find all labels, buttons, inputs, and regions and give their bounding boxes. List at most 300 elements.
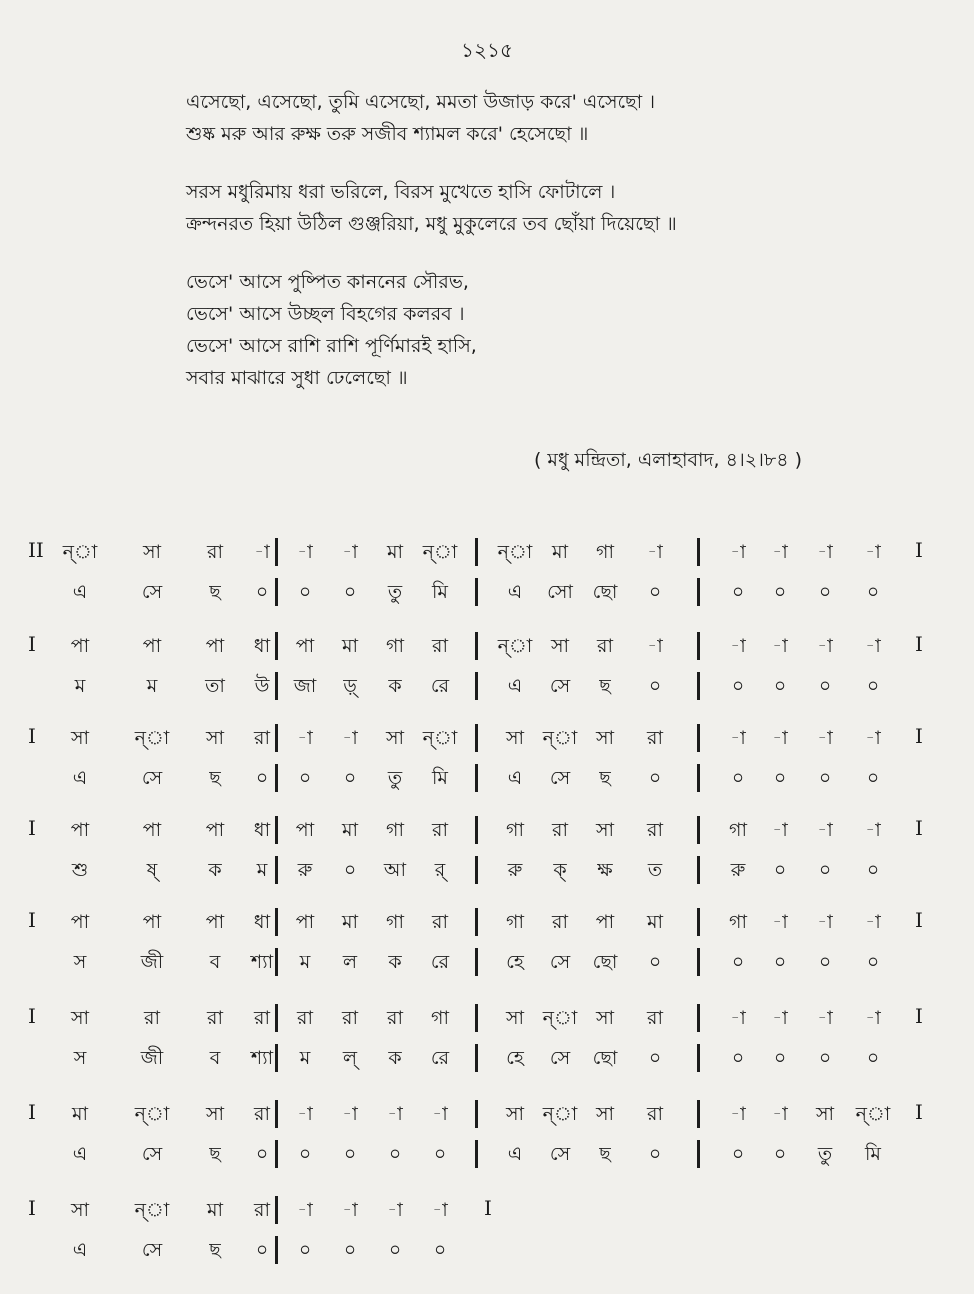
swara-note: -া	[342, 1199, 358, 1221]
lyrics-line: ভেসে' আসে রাশি রাশি পূর্ণিমারই হাসি,	[186, 335, 477, 357]
bar-line	[475, 1140, 478, 1168]
swara-note: -া	[817, 541, 833, 563]
bar-line	[475, 856, 478, 884]
lyric-syllable: ০	[866, 859, 880, 881]
lyric-syllable: ০	[866, 581, 880, 603]
lyric-syllable: ০	[773, 859, 787, 881]
lyric-syllable: হে	[506, 951, 524, 973]
lyric-syllable: ল	[342, 951, 358, 973]
lyric-syllable: ছ	[599, 675, 611, 697]
swara-note: -া	[817, 911, 833, 933]
row-start-mark: I	[28, 816, 36, 840]
bar-line	[475, 724, 478, 752]
lyric-syllable: ০	[866, 951, 880, 973]
bar-line	[475, 1100, 478, 1128]
lyric-syllable: ০	[818, 1047, 832, 1069]
swara-note: রা	[207, 1007, 223, 1029]
lyric-syllable: এ	[507, 1143, 523, 1165]
bar-line	[697, 672, 700, 700]
swara-note: পা	[295, 635, 315, 657]
lyric-syllable: রে	[430, 675, 450, 697]
swara-note: ন্া	[134, 1103, 170, 1125]
swara-note: গা	[506, 819, 524, 841]
swara-note: সা	[70, 727, 90, 749]
lyric-syllable: সে	[549, 767, 571, 789]
lyric-syllable: ব	[209, 1047, 221, 1069]
lyric-syllable: সে	[549, 675, 571, 697]
bar-line	[275, 1196, 278, 1224]
lyric-syllable: শ্যা	[250, 1047, 274, 1069]
swara-note: -া	[647, 635, 663, 657]
lyric-syllable: ছ	[209, 767, 221, 789]
lyric-syllable: ০	[773, 951, 787, 973]
swara-note: -া	[772, 819, 788, 841]
swara-note: ন্া	[497, 635, 533, 657]
row-end-mark: I	[915, 1004, 923, 1028]
swara-note: সা	[815, 1103, 835, 1125]
swara-note: পা	[205, 635, 225, 657]
lyrics-line: ভেসে' আসে পুষ্পিত কাননের সৌরভ,	[186, 271, 469, 293]
lyric-syllable: ০	[298, 581, 312, 603]
swara-note: মা	[71, 1103, 89, 1125]
row-end-mark: I	[915, 632, 923, 656]
row-start-mark: I	[28, 724, 36, 748]
swara-note: রা	[254, 727, 270, 749]
swara-note: -া	[342, 1103, 358, 1125]
swara-note: -া	[387, 1199, 403, 1221]
lyric-syllable: ম	[256, 859, 268, 881]
lyric-syllable: ০	[818, 951, 832, 973]
swara-note: -া	[865, 1007, 881, 1029]
lyrics-line: সবার মাঝারে সুধা ঢেলেছো ॥	[186, 367, 408, 389]
lyric-syllable: এ	[72, 1143, 88, 1165]
lyric-syllable: রু	[297, 859, 313, 881]
bar-line	[275, 856, 278, 884]
lyrics-line: শুষ্ক মরু আর রুক্ষ তরু সজীব শ্যামল করে' হেসেছো ॥	[186, 123, 589, 145]
swara-note: রা	[432, 819, 448, 841]
swara-note: -া	[772, 727, 788, 749]
lyric-syllable: ক্ষ	[597, 859, 613, 881]
lyric-syllable: জী	[140, 951, 164, 973]
row-start-mark: I	[28, 632, 36, 656]
lyric-syllable: ০	[255, 581, 269, 603]
swara-note: ন্া	[134, 727, 170, 749]
swara-note: ধা	[253, 635, 271, 657]
swara-note: -া	[342, 541, 358, 563]
lyric-syllable: ক	[388, 1047, 402, 1069]
swara-note: মা	[206, 1199, 224, 1221]
lyric-syllable: এ	[72, 767, 88, 789]
swara-note: রা	[342, 1007, 358, 1029]
row-start-mark: I	[28, 908, 36, 932]
swara-note: -া	[730, 1103, 746, 1125]
bar-line	[475, 764, 478, 792]
bar-line	[697, 1004, 700, 1032]
bar-line	[697, 578, 700, 606]
swara-note: পা	[595, 911, 615, 933]
lyric-syllable: তু	[817, 1143, 833, 1165]
lyric-syllable: ছো	[592, 1047, 618, 1069]
swara-note: গা	[431, 1007, 449, 1029]
swara-note: ন্া	[134, 1199, 170, 1221]
bar-line	[697, 1100, 700, 1128]
lyric-syllable: উ	[254, 675, 270, 697]
swara-note: ন্া	[542, 1007, 578, 1029]
swara-note: পা	[295, 819, 315, 841]
bar-line	[697, 816, 700, 844]
bar-line	[475, 816, 478, 844]
bar-line	[697, 1044, 700, 1072]
lyric-syllable: সে	[141, 1143, 163, 1165]
lyric-syllable: ০	[343, 859, 357, 881]
swara-note: গা	[596, 541, 614, 563]
lyric-syllable: ০	[648, 1143, 662, 1165]
swara-note: সা	[505, 1007, 525, 1029]
lyrics-line: সরস মধুরিমায় ধরা ভরিলে, বিরস মুখেতে হাসি ফোটালে ।	[186, 181, 616, 203]
row-end-mark: I	[484, 1196, 492, 1220]
swara-note: রা	[297, 1007, 313, 1029]
lyric-syllable: ০	[343, 1239, 357, 1261]
lyrics-line: ক্রন্দনরত হিয়া উঠিল গুঞ্জরিয়া, মধু মুকুলেরে তব ছোঁয়া দিয়েছো ॥	[186, 213, 677, 235]
swara-note: -া	[865, 541, 881, 563]
swara-note: ন্া	[497, 541, 533, 563]
swara-note: সা	[505, 1103, 525, 1125]
swara-note: সা	[205, 1103, 225, 1125]
lyrics-line: ভেসে' আসে উচ্ছল বিহগের কলরব ।	[186, 303, 465, 325]
lyric-syllable: ০	[773, 767, 787, 789]
row-end-mark: I	[915, 724, 923, 748]
lyric-syllable: এ	[72, 1239, 88, 1261]
lyric-syllable: ম	[146, 675, 158, 697]
swara-note: গা	[386, 911, 404, 933]
bar-line	[275, 538, 278, 566]
lyric-syllable: ০	[255, 1143, 269, 1165]
lyric-syllable: ০	[433, 1143, 447, 1165]
bar-line	[697, 1140, 700, 1168]
swara-note: সা	[505, 727, 525, 749]
lyric-syllable: ০	[255, 1239, 269, 1261]
lyric-syllable: সে	[549, 1143, 571, 1165]
lyric-syllable: ক্	[553, 859, 567, 881]
bar-line	[697, 724, 700, 752]
lyric-syllable: জা	[293, 675, 317, 697]
lyric-syllable: ক	[388, 675, 402, 697]
swara-note: পা	[205, 819, 225, 841]
swara-note: -া	[432, 1103, 448, 1125]
swara-note: -া	[730, 635, 746, 657]
swara-note: মা	[386, 541, 404, 563]
bar-line	[275, 578, 278, 606]
swara-note: পা	[70, 819, 90, 841]
bar-line	[275, 1140, 278, 1168]
row-start-mark: I	[28, 1196, 36, 1220]
bar-line	[275, 908, 278, 936]
swara-note: ন্া	[422, 541, 458, 563]
bar-line	[275, 1236, 278, 1264]
lyric-syllable: ০	[648, 767, 662, 789]
swara-note: -া	[297, 1199, 313, 1221]
swara-note: গা	[386, 819, 404, 841]
swara-note: রা	[254, 1199, 270, 1221]
lyric-syllable: ষ্	[146, 859, 158, 881]
lyric-syllable: মি	[432, 581, 448, 603]
lyric-syllable: ০	[731, 1143, 745, 1165]
swara-note: ধা	[253, 911, 271, 933]
lyric-syllable: ০	[773, 1047, 787, 1069]
lyric-syllable: র্	[434, 859, 446, 881]
lyric-syllable: ০	[298, 767, 312, 789]
swara-note: ন্া	[62, 541, 98, 563]
swara-note: পা	[295, 911, 315, 933]
bar-line	[275, 724, 278, 752]
lyrics-line: এসেছো, এসেছো, তুমি এসেছো, মমতা উজাড় করে' এসেছো ।	[186, 91, 656, 113]
swara-note: সা	[595, 1103, 615, 1125]
swara-note: সা	[70, 1199, 90, 1221]
swara-note: রা	[552, 911, 568, 933]
lyric-syllable: ০	[773, 1143, 787, 1165]
lyric-syllable: ছো	[592, 951, 618, 973]
swara-note: ন্া	[855, 1103, 891, 1125]
bar-line	[697, 856, 700, 884]
swara-note: সা	[205, 727, 225, 749]
swara-note: পা	[142, 635, 162, 657]
lyric-syllable: সে	[549, 1047, 571, 1069]
row-end-mark: I	[915, 908, 923, 932]
lyric-syllable: ০	[818, 675, 832, 697]
lyric-syllable: ছ	[599, 767, 611, 789]
bar-line	[275, 948, 278, 976]
swara-note: ন্া	[542, 727, 578, 749]
swara-note: সা	[595, 727, 615, 749]
lyric-syllable: আ	[383, 859, 407, 881]
lyric-syllable: হে	[506, 1047, 524, 1069]
swara-note: রা	[647, 1103, 663, 1125]
lyric-syllable: ০	[866, 767, 880, 789]
swara-note: পা	[205, 911, 225, 933]
swara-note: -া	[817, 635, 833, 657]
lyric-syllable: ০	[731, 1047, 745, 1069]
lyric-syllable: ক	[388, 951, 402, 973]
swara-note: গা	[729, 819, 747, 841]
lyric-syllable: রে	[430, 1047, 450, 1069]
swara-note: সা	[142, 541, 162, 563]
bar-line	[697, 948, 700, 976]
swara-note: পা	[70, 911, 90, 933]
swara-note: পা	[142, 819, 162, 841]
swara-note: মা	[341, 635, 359, 657]
bar-line	[275, 672, 278, 700]
swara-note: -া	[342, 727, 358, 749]
lyric-syllable: ০	[818, 581, 832, 603]
row-start-mark: II	[28, 538, 44, 562]
lyric-syllable: মি	[865, 1143, 881, 1165]
lyric-syllable: ০	[731, 581, 745, 603]
lyric-syllable: ম	[74, 675, 86, 697]
bar-line	[275, 764, 278, 792]
swara-note: -া	[817, 1007, 833, 1029]
swara-note: -া	[297, 1103, 313, 1125]
bar-line	[475, 538, 478, 566]
lyric-syllable: ছো	[592, 581, 618, 603]
lyric-syllable: ক	[208, 859, 222, 881]
lyric-syllable: ০	[648, 1047, 662, 1069]
lyric-syllable: ০	[773, 581, 787, 603]
lyric-syllable: ০	[731, 951, 745, 973]
lyric-syllable: রু	[730, 859, 746, 881]
lyric-syllable: এ	[507, 581, 523, 603]
lyric-syllable: ম	[299, 1047, 311, 1069]
lyric-syllable: ০	[343, 767, 357, 789]
lyric-syllable: ০	[388, 1239, 402, 1261]
lyric-syllable: সে	[141, 581, 163, 603]
lyric-syllable: তু	[387, 581, 403, 603]
swara-note: -া	[865, 727, 881, 749]
lyric-syllable: স	[73, 951, 87, 973]
bar-line	[275, 816, 278, 844]
row-end-mark: I	[915, 538, 923, 562]
lyric-syllable: এ	[507, 767, 523, 789]
lyric-syllable: ম	[299, 951, 311, 973]
swara-note: রা	[254, 1103, 270, 1125]
lyric-syllable: ০	[731, 675, 745, 697]
swara-note: রা	[144, 1007, 160, 1029]
swara-note: -া	[772, 541, 788, 563]
bar-line	[697, 632, 700, 660]
swara-note: -া	[297, 727, 313, 749]
row-start-mark: I	[28, 1004, 36, 1028]
swara-note: -া	[730, 541, 746, 563]
row-start-mark: I	[28, 1100, 36, 1124]
swara-note: ধা	[253, 819, 271, 841]
swara-note: পা	[70, 635, 90, 657]
swara-note: রা	[387, 1007, 403, 1029]
lyric-syllable: ছ	[209, 581, 221, 603]
lyric-syllable: এ	[72, 581, 88, 603]
swara-note: রা	[254, 1007, 270, 1029]
lyric-syllable: ০	[866, 1047, 880, 1069]
swara-note: -া	[297, 541, 313, 563]
swara-note: রা	[647, 1007, 663, 1029]
lyric-syllable: রে	[430, 951, 450, 973]
swara-note: -া	[772, 635, 788, 657]
lyric-syllable: ০	[255, 767, 269, 789]
swara-note: মা	[551, 541, 569, 563]
bar-line	[275, 1044, 278, 1072]
swara-note: সা	[550, 635, 570, 657]
lyric-syllable: রু	[507, 859, 523, 881]
lyric-syllable: ০	[818, 767, 832, 789]
swara-note: -া	[772, 1007, 788, 1029]
bar-line	[475, 578, 478, 606]
swara-note: পা	[142, 911, 162, 933]
swara-note: -া	[730, 1007, 746, 1029]
bar-line	[697, 764, 700, 792]
lyric-syllable: ত	[647, 859, 663, 881]
swara-note: -া	[865, 635, 881, 657]
lyric-syllable: ০	[298, 1143, 312, 1165]
bar-line	[475, 672, 478, 700]
lyric-syllable: এ	[507, 675, 523, 697]
swara-note: -া	[817, 819, 833, 841]
bar-line	[697, 908, 700, 936]
lyric-syllable: শ্যা	[250, 951, 274, 973]
lyric-syllable: ০	[648, 581, 662, 603]
lyric-syllable: সে	[141, 767, 163, 789]
lyric-syllable: সে	[141, 1239, 163, 1261]
swara-note: মা	[341, 911, 359, 933]
lyric-syllable: স	[73, 1047, 87, 1069]
bar-line	[697, 538, 700, 566]
swara-note: রা	[597, 635, 613, 657]
lyric-syllable: সো	[547, 581, 573, 603]
bar-line	[475, 1004, 478, 1032]
lyric-syllable: ০	[818, 859, 832, 881]
lyric-syllable: সে	[549, 951, 571, 973]
swara-note: সা	[385, 727, 405, 749]
swara-note: সা	[595, 819, 615, 841]
swara-note: -া	[865, 911, 881, 933]
swara-note: সা	[595, 1007, 615, 1029]
swara-note: -া	[254, 541, 270, 563]
bar-line	[475, 908, 478, 936]
row-end-mark: I	[915, 1100, 923, 1124]
lyric-syllable: ০	[648, 951, 662, 973]
lyric-syllable: মি	[432, 767, 448, 789]
bar-line	[475, 1044, 478, 1072]
swara-note: -া	[772, 1103, 788, 1125]
source-citation: ( মধু মন্দ্রিতা, এলাহাবাদ, ৪।২।৮৪ )	[533, 449, 802, 471]
lyric-syllable: ড়্	[343, 675, 357, 697]
lyric-syllable: ০	[298, 1239, 312, 1261]
swara-note: -া	[432, 1199, 448, 1221]
swara-note: -া	[865, 819, 881, 841]
lyric-syllable: ০	[731, 767, 745, 789]
swara-note: রা	[647, 819, 663, 841]
swara-note: ন্া	[542, 1103, 578, 1125]
lyric-syllable: ০	[433, 1239, 447, 1261]
lyric-syllable: ০	[388, 1143, 402, 1165]
bar-line	[475, 632, 478, 660]
lyric-syllable: শু	[71, 859, 89, 881]
swara-note: রা	[432, 635, 448, 657]
swara-note: রা	[432, 911, 448, 933]
swara-note: রা	[552, 819, 568, 841]
swara-note: সা	[70, 1007, 90, 1029]
swara-note: -া	[817, 727, 833, 749]
lyric-syllable: ০	[866, 675, 880, 697]
swara-note: -া	[772, 911, 788, 933]
swara-note: গা	[386, 635, 404, 657]
swara-note: -া	[730, 727, 746, 749]
lyric-syllable: ছ	[209, 1239, 221, 1261]
lyric-syllable: ব	[209, 951, 221, 973]
swara-note: রা	[207, 541, 223, 563]
bar-line	[475, 948, 478, 976]
swara-note: -া	[387, 1103, 403, 1125]
swara-note: ন্া	[422, 727, 458, 749]
lyric-syllable: ছ	[209, 1143, 221, 1165]
page-number: ১২১৫	[461, 38, 513, 62]
lyric-syllable: তা	[205, 675, 225, 697]
row-end-mark: I	[915, 816, 923, 840]
bar-line	[275, 1100, 278, 1128]
lyric-syllable: ০	[343, 1143, 357, 1165]
lyric-syllable: জী	[140, 1047, 164, 1069]
lyric-syllable: ০	[773, 675, 787, 697]
swara-note: মা	[646, 911, 664, 933]
lyric-syllable: ছ	[599, 1143, 611, 1165]
lyric-syllable: ০	[343, 581, 357, 603]
